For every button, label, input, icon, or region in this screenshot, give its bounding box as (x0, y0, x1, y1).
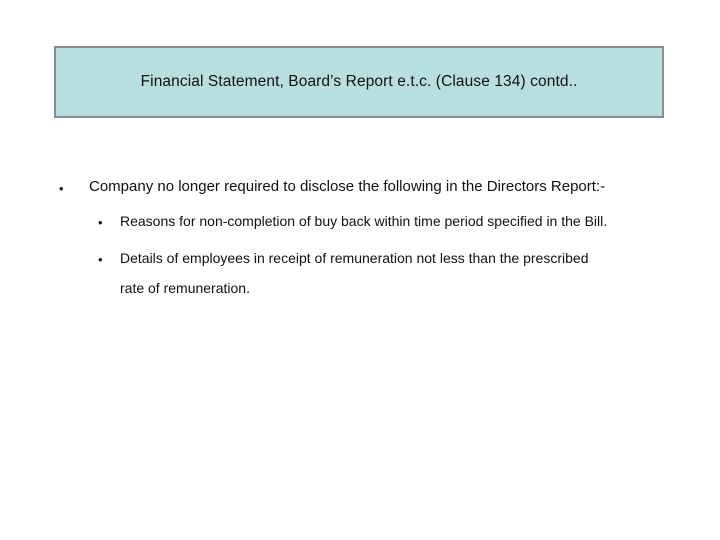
sub-bullet-marker-2: • (98, 252, 103, 267)
sub-bullet-text-1: Reasons for non-completion of buy back within time period specified in the Bill. (120, 213, 608, 229)
main-bullet-text: Company no longer required to disclose the following in the Directors Report:- (89, 178, 606, 195)
main-bullet-marker: • (59, 181, 64, 196)
sub-bullet-text-2: Details of employees in receipt of remuneration not less than the prescribed (120, 250, 589, 266)
sub-bullet-text-2-continuation: rate of remuneration. (120, 280, 250, 296)
slide-title: Financial Statement, Board’s Report e.t.c. (Clause 134) contd.. (140, 73, 578, 90)
sub-bullet-marker-1: • (98, 215, 103, 230)
